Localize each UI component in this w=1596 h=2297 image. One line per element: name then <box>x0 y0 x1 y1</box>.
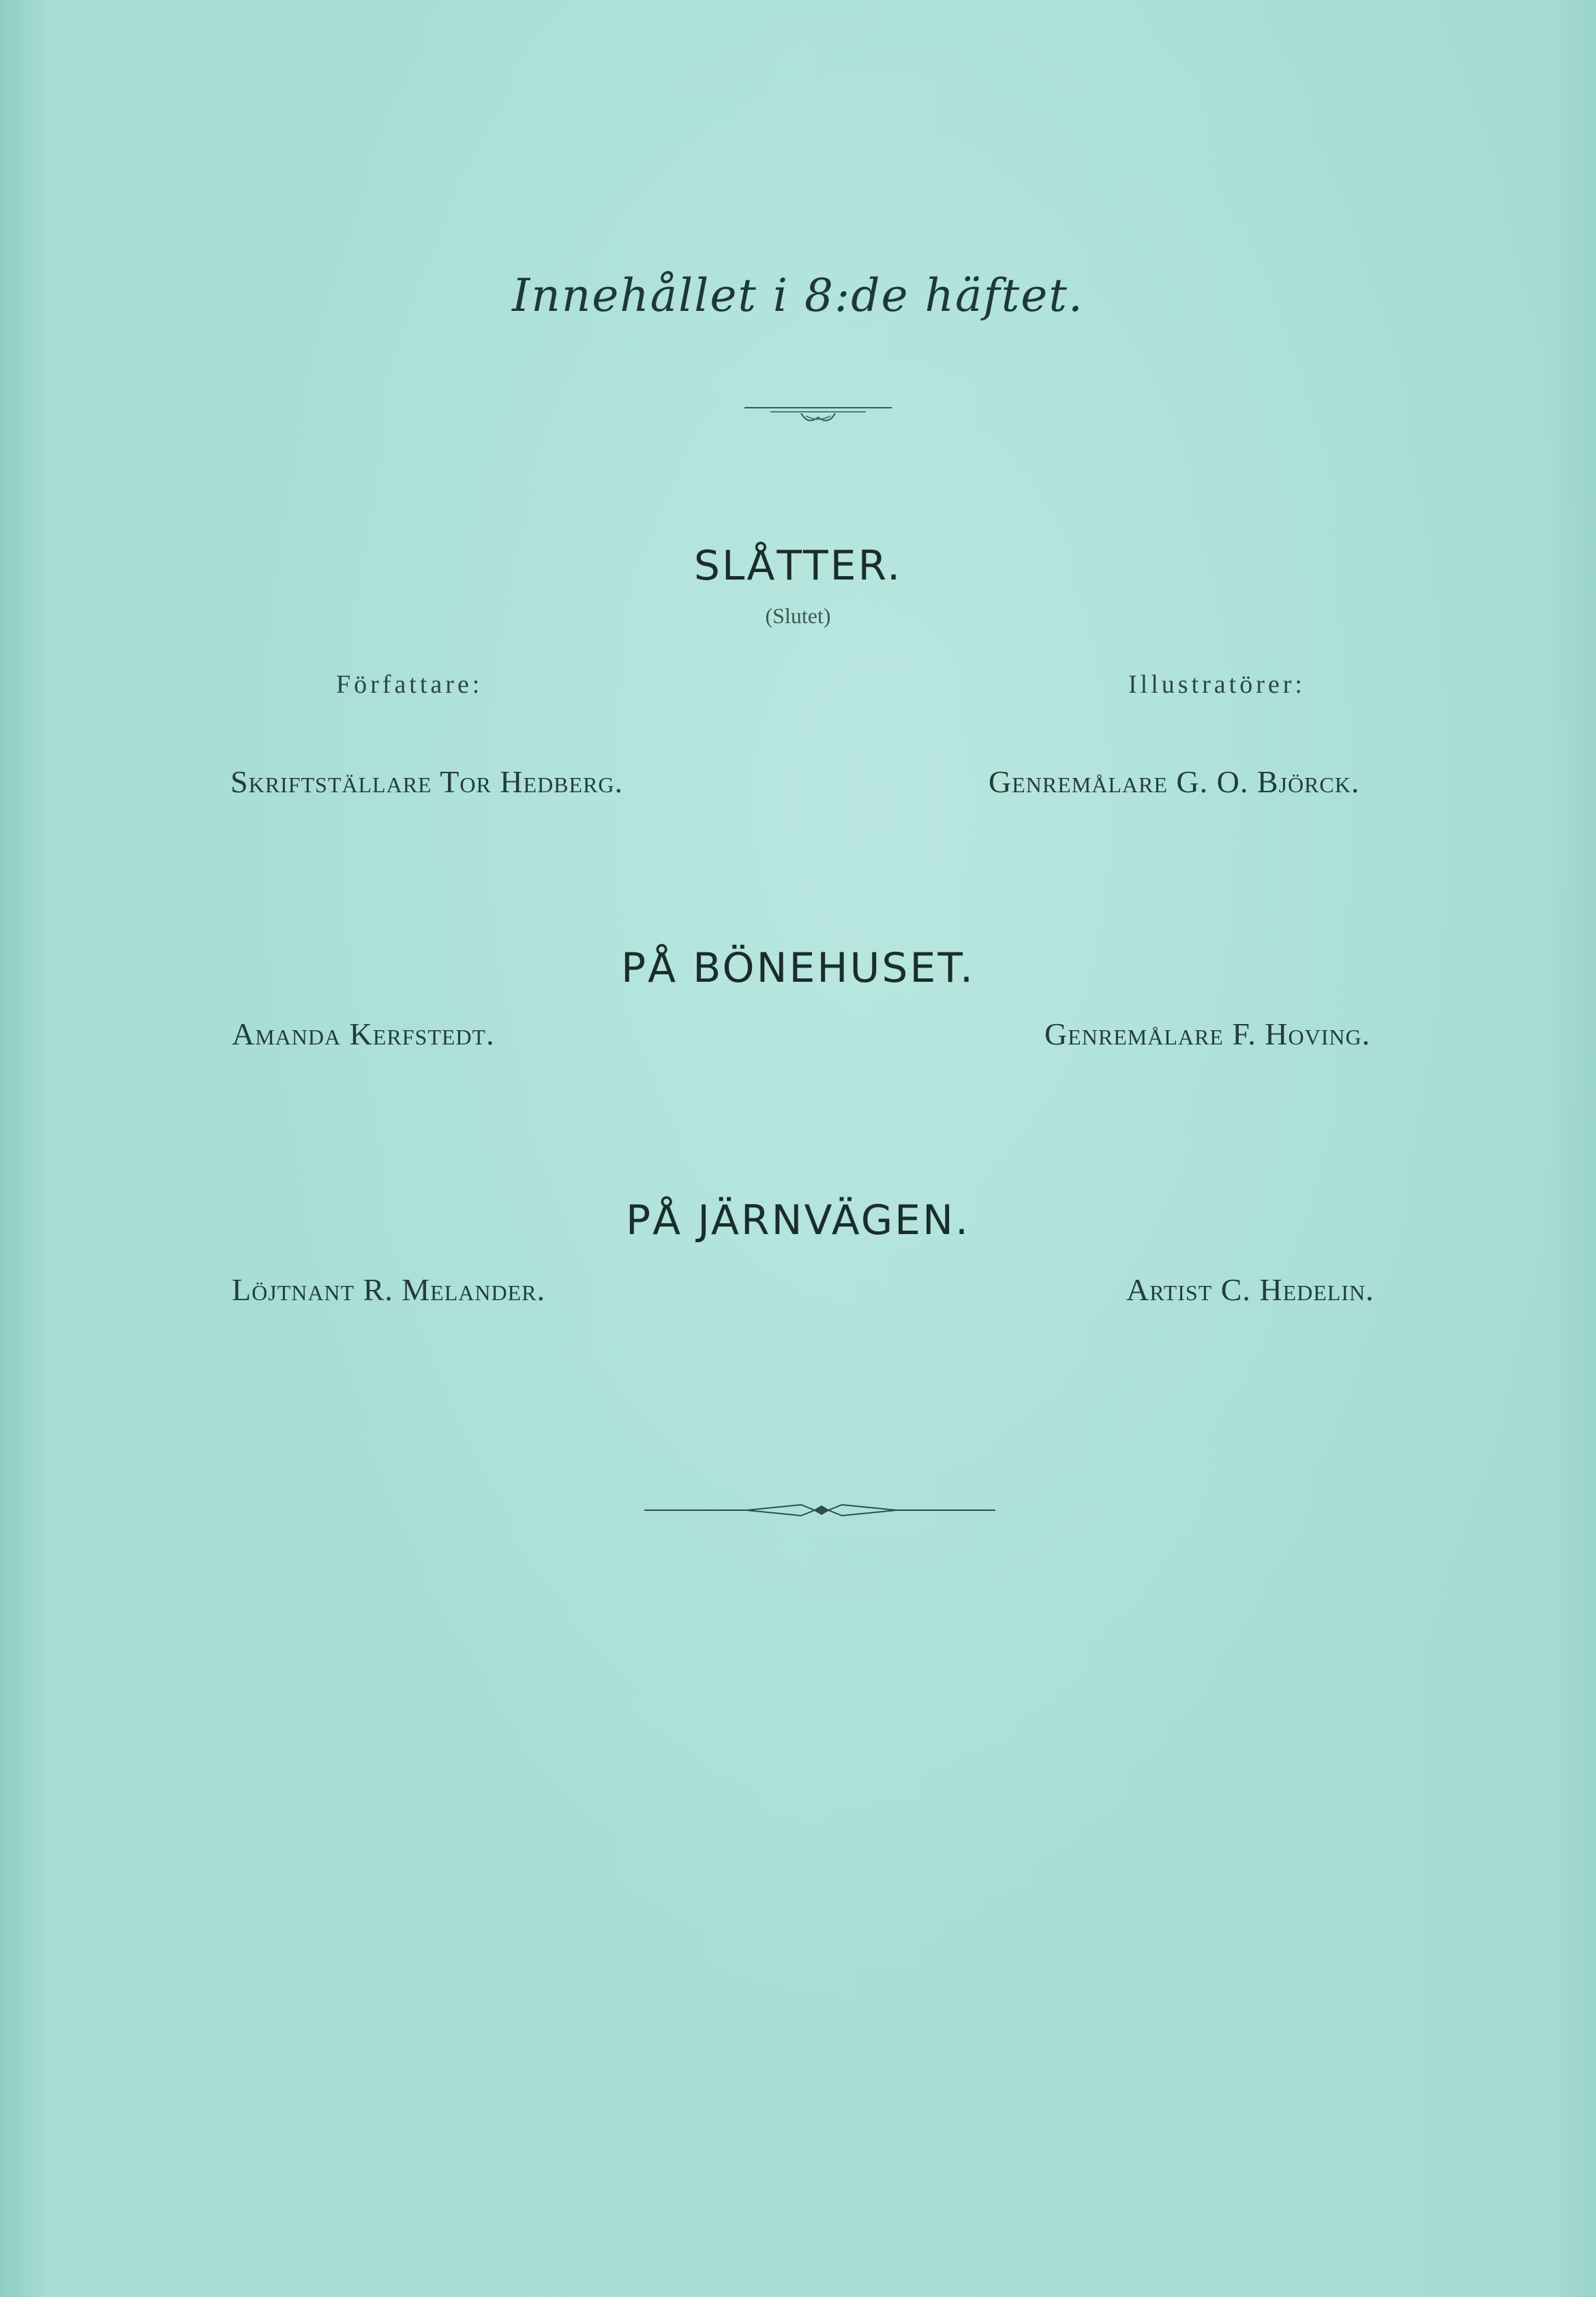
illustrators-column-label: Illustratörer: <box>1128 670 1306 699</box>
section-subheading: (Slutet) <box>765 603 831 628</box>
page-title: Innehållet i 8:de häftet. <box>512 269 1084 322</box>
author-name: Amanda Kerfstedt. <box>232 1017 495 1051</box>
section-heading-slatter: SLÅTTER. <box>693 542 903 590</box>
author-name: Löjtnant R. Melander. <box>232 1272 545 1307</box>
illustrator-name: Genremålare F. Hoving. <box>1044 1017 1371 1051</box>
section-heading-jarnvagen: PÅ JÄRNVÄGEN. <box>625 1197 971 1244</box>
authors-column-label: Författare: <box>336 670 483 699</box>
section-heading-bonehuset: PÅ BÖNEHUSET. <box>620 944 976 992</box>
illustrator-name: Genremålare G. O. Björck. <box>989 764 1360 799</box>
author-name: Skriftställare Tor Hedberg. <box>230 764 624 799</box>
closing-ornament <box>644 1497 999 1524</box>
title-ornament <box>743 402 893 436</box>
illustrator-name: Artist C. Hedelin. <box>1126 1272 1374 1307</box>
